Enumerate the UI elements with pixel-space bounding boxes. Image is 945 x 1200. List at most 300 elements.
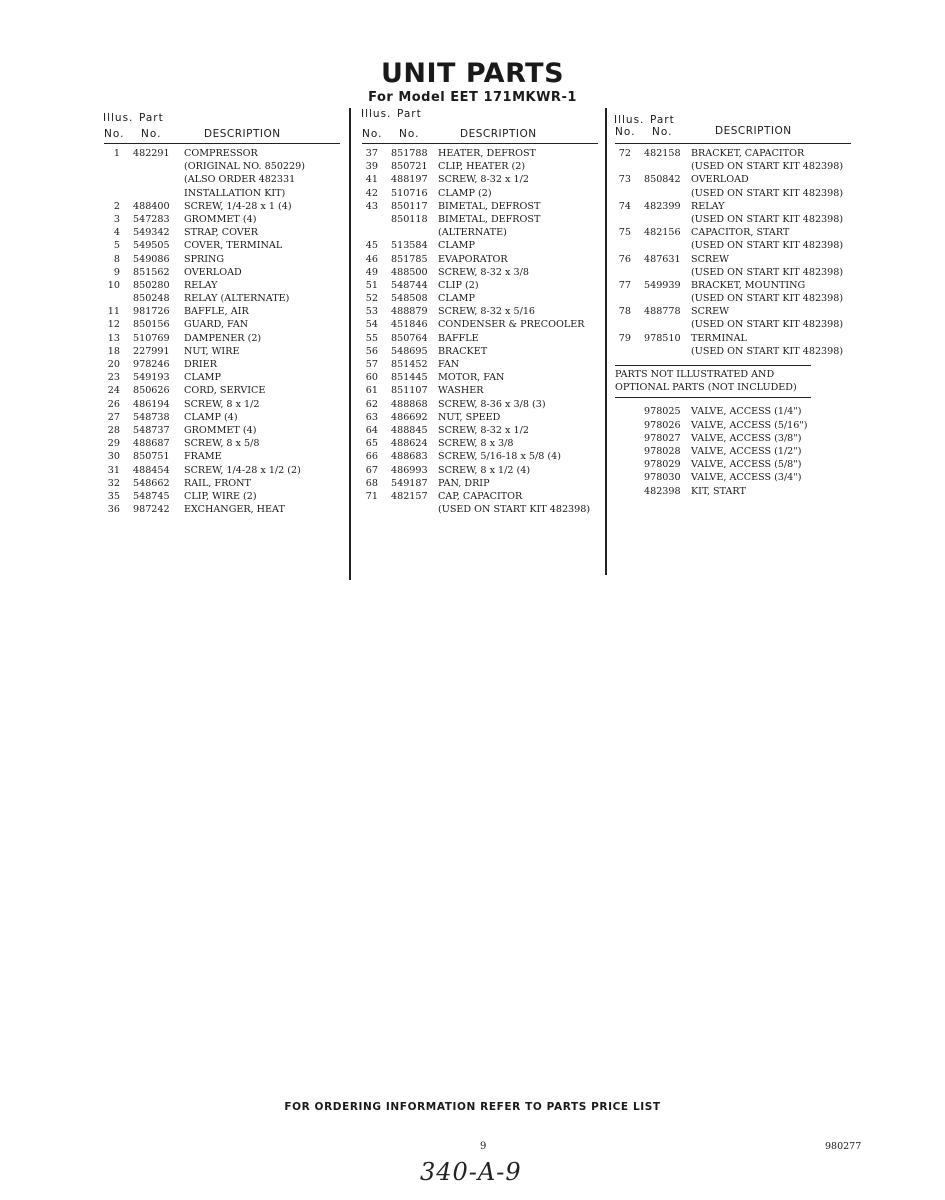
part-description: SCREW (691, 253, 730, 265)
part-description: SCREW, 1/4-28 x 1/2 (2) (184, 464, 301, 476)
illus-number: 56 (365, 345, 378, 357)
table-row (362, 174, 598, 187)
section-rule (615, 365, 811, 366)
table-row (104, 214, 340, 227)
table-row (615, 420, 851, 433)
table-row (362, 240, 598, 253)
table-row (362, 201, 598, 214)
table-row (104, 372, 340, 385)
part-number: 488687 (133, 438, 170, 450)
parts-column-2 (362, 108, 598, 517)
part-description: RELAY (691, 200, 725, 212)
table-row (104, 425, 340, 438)
table-row (615, 486, 851, 499)
part-number: 978510 (644, 332, 681, 344)
illus-number: 31 (107, 464, 120, 476)
part-number: 548745 (133, 490, 170, 502)
illus-number: 20 (107, 359, 120, 370)
illus-number: 39 (365, 161, 378, 173)
table-row (615, 201, 851, 214)
part-description: GROMMET (4) (184, 213, 257, 225)
document-number: 980277 (825, 1141, 862, 1152)
part-number: 549193 (133, 372, 170, 384)
header-rule (362, 143, 598, 144)
table-row (615, 214, 851, 227)
part-description: BAFFLE, AIR (184, 306, 249, 318)
part-description: SCREW, 8 x 1/2 (4) (438, 464, 531, 476)
part-number: 978025 (644, 406, 681, 418)
header-description: DESCRIPTION (715, 125, 792, 137)
header-illus: Illus. (361, 108, 392, 120)
part-number: 510716 (391, 187, 428, 199)
part-description: (ALTERNATE) (438, 227, 507, 239)
illus-number: 26 (107, 398, 120, 410)
part-number: 548508 (391, 293, 428, 305)
part-description: HEATER, DEFROST (438, 148, 536, 159)
part-description: (USED ON START KIT 482398) (691, 319, 844, 331)
part-description: CLAMP (438, 293, 475, 305)
header-part: Part (650, 114, 675, 126)
part-description: VALVE, ACCESS (5/8") (691, 459, 802, 471)
header-illus: Illus. (614, 114, 645, 126)
parts-list (362, 148, 598, 517)
part-description: CORD, SERVICE (184, 385, 266, 397)
table-row (104, 306, 340, 319)
table-row (615, 267, 851, 280)
part-number: 851788 (391, 148, 428, 159)
header-no: No. (141, 128, 162, 140)
part-description: DAMPENER (2) (184, 332, 262, 344)
table-row (104, 148, 340, 161)
part-number: 486194 (133, 398, 170, 410)
part-description: TERMINAL (691, 332, 747, 344)
part-number: 850118 (391, 213, 428, 225)
part-number: 488500 (391, 266, 428, 278)
part-number: 850721 (391, 161, 428, 173)
table-row (362, 267, 598, 280)
illus-number: 2 (113, 200, 120, 212)
part-number: 482156 (644, 227, 681, 239)
column-divider (349, 108, 351, 580)
part-description: PAN, DRIP (438, 477, 490, 489)
part-description: CLAMP (2) (438, 187, 492, 199)
table-row (362, 504, 598, 517)
part-description: VALVE, ACCESS (1/2") (691, 445, 802, 457)
part-number: 488778 (644, 306, 681, 318)
part-description: (USED ON START KIT 482398) (691, 213, 844, 225)
table-row (104, 333, 340, 346)
part-number: 549086 (133, 253, 170, 265)
table-row (362, 359, 598, 372)
part-number: 547283 (133, 213, 170, 225)
part-description: OVERLOAD (184, 266, 242, 278)
illus-number: 75 (618, 227, 631, 239)
illus-number: 37 (365, 148, 378, 159)
illus-number: 42 (365, 187, 378, 199)
table-row (362, 372, 598, 385)
part-description: VALVE, ACCESS (3/8") (691, 432, 802, 444)
model-subtitle: For Model EET 171MKWR-1 (368, 90, 577, 105)
table-row (615, 240, 851, 253)
part-number: 488197 (391, 174, 428, 186)
illus-number: 32 (107, 477, 120, 489)
header-rule (615, 143, 851, 144)
illus-number: 60 (365, 372, 378, 384)
table-row (362, 399, 598, 412)
part-description: CLIP (2) (438, 279, 479, 291)
table-row (615, 188, 851, 201)
part-number: 850842 (644, 174, 681, 186)
header-part: Part (397, 108, 422, 120)
header-no: No. (104, 128, 125, 140)
part-description: (USED ON START KIT 482398) (691, 161, 844, 173)
part-description: CLAMP (438, 240, 475, 252)
column-divider (605, 108, 607, 575)
part-number: 549187 (391, 477, 428, 489)
illus-number: 12 (107, 319, 120, 331)
part-number: 488879 (391, 306, 428, 318)
illus-number: 57 (365, 359, 378, 370)
part-description: (USED ON START KIT 482398) (691, 293, 844, 305)
part-description: BRACKET (438, 345, 488, 357)
part-description: NUT, SPEED (438, 411, 501, 423)
illus-number: 35 (107, 490, 120, 502)
part-description: CAPACITOR, START (691, 227, 790, 239)
part-number: 486692 (391, 411, 428, 423)
table-row (362, 161, 598, 174)
table-row (104, 491, 340, 504)
illus-number: 72 (618, 148, 631, 159)
illus-number: 46 (365, 253, 378, 265)
section-note: PARTS NOT ILLUSTRATED AND (615, 369, 775, 380)
part-number: 851452 (391, 359, 428, 370)
illus-number: 51 (365, 279, 378, 291)
part-number: 548744 (391, 279, 428, 291)
part-description: MOTOR, FAN (438, 372, 505, 384)
header-no: No. (615, 126, 636, 138)
table-row (362, 491, 598, 504)
part-description: (ALSO ORDER 482331 (184, 174, 296, 186)
table-row (362, 412, 598, 425)
part-description: (USED ON START KIT 482398) (691, 345, 844, 357)
parts-column-3 (615, 108, 851, 499)
table-row (362, 227, 598, 240)
part-number: 488845 (391, 424, 428, 436)
part-description: (USED ON START KIT 482398) (691, 240, 844, 252)
table-row (362, 478, 598, 491)
part-description: SCREW (691, 306, 730, 318)
section-note: OPTIONAL PARTS (NOT INCLUDED) (615, 382, 797, 394)
part-description: GROMMET (4) (184, 424, 257, 436)
part-number: 482398 (644, 485, 681, 497)
illus-number: 76 (618, 253, 631, 265)
table-row (362, 214, 598, 227)
header-description: DESCRIPTION (460, 128, 537, 140)
part-number: 850117 (391, 200, 428, 212)
illus-number: 13 (107, 332, 120, 344)
table-row (615, 333, 851, 346)
table-row (615, 161, 851, 174)
part-number: 851785 (391, 253, 428, 265)
table-row (362, 385, 598, 398)
table-row (362, 333, 598, 346)
part-number: 486993 (391, 464, 428, 476)
illus-number: 23 (107, 372, 120, 384)
part-number: 851107 (391, 385, 428, 397)
table-row (104, 438, 340, 451)
illus-number: 4 (113, 227, 120, 239)
part-description: (USED ON START KIT 482398) (691, 266, 844, 278)
part-description: SCREW, 8 x 1/2 (184, 398, 260, 410)
part-number: 548737 (133, 424, 170, 436)
table-row (615, 280, 851, 293)
illus-number: 66 (365, 451, 378, 463)
part-number: 488454 (133, 464, 170, 476)
part-description: OVERLOAD (691, 174, 749, 186)
part-description: BRACKET, MOUNTING (691, 279, 806, 291)
part-number: 978027 (644, 432, 681, 444)
header-no: No. (399, 128, 420, 140)
illus-number: 64 (365, 424, 378, 436)
part-number: 978030 (644, 472, 681, 484)
illus-number: 65 (365, 438, 378, 450)
part-description: (USED ON START KIT 482398) (438, 504, 591, 516)
part-description: SCREW, 8-32 x 3/8 (438, 266, 529, 278)
part-number: 851562 (133, 266, 170, 278)
part-description: SCREW, 8-32 x 1/2 (438, 174, 529, 186)
part-number: 987242 (133, 504, 170, 516)
optional-parts-list (615, 406, 851, 498)
part-number: 227991 (133, 345, 170, 357)
part-number: 978026 (644, 419, 681, 431)
header-illus: Illus. (103, 112, 134, 124)
part-description: GUARD, FAN (184, 319, 249, 331)
table-row (104, 319, 340, 332)
part-description: WASHER (438, 385, 484, 397)
table-row (362, 319, 598, 332)
table-row (104, 161, 340, 174)
parts-list (615, 148, 851, 359)
header-no: No. (362, 128, 383, 140)
illus-number: 11 (107, 306, 120, 318)
illus-number: 10 (107, 279, 120, 291)
header-description: DESCRIPTION (204, 128, 281, 140)
part-number: 513584 (391, 240, 428, 252)
part-number: 488868 (391, 398, 428, 410)
column-header (362, 108, 598, 144)
illus-number: 52 (365, 293, 378, 305)
part-description: FRAME (184, 451, 222, 463)
illus-number: 45 (365, 240, 378, 252)
part-number: 981726 (133, 306, 170, 318)
part-number: 850764 (391, 332, 428, 344)
part-number: 482399 (644, 200, 681, 212)
table-row (104, 359, 340, 372)
part-number: 548695 (391, 345, 428, 357)
header-no: No. (652, 126, 673, 138)
part-number: 548662 (133, 477, 170, 489)
table-row (615, 148, 851, 161)
part-number: 850156 (133, 319, 170, 331)
illus-number: 28 (107, 424, 120, 436)
table-row (104, 412, 340, 425)
table-row (104, 280, 340, 293)
part-description: BRACKET, CAPACITOR (691, 148, 805, 159)
part-description: VALVE, ACCESS (1/4") (691, 406, 802, 418)
table-row (104, 188, 340, 201)
illus-number: 55 (365, 332, 378, 344)
table-row (104, 504, 340, 517)
table-row (362, 188, 598, 201)
part-number: 488400 (133, 200, 170, 212)
table-row (615, 346, 851, 359)
illus-number: 68 (365, 477, 378, 489)
illus-number: 18 (107, 345, 120, 357)
part-number: 851445 (391, 372, 428, 384)
handwritten-note: 340-A-9 (420, 1158, 522, 1186)
illus-number: 73 (618, 174, 631, 186)
table-row (104, 346, 340, 359)
part-description: NUT, WIRE (184, 345, 240, 357)
part-description: FAN (438, 359, 460, 370)
table-row (104, 478, 340, 491)
section-rule (615, 397, 811, 398)
illus-number: 36 (107, 504, 120, 516)
parts-list (104, 148, 340, 517)
part-number: 850751 (133, 451, 170, 463)
table-row (362, 346, 598, 359)
part-number: 510769 (133, 332, 170, 344)
illus-number: 5 (113, 240, 120, 252)
part-number: 850626 (133, 385, 170, 397)
table-row (615, 433, 851, 446)
illus-number: 77 (618, 279, 631, 291)
part-description: COVER, TERMINAL (184, 240, 283, 252)
table-row (615, 293, 851, 306)
page-number: 9 (480, 1141, 487, 1152)
part-number: 549505 (133, 240, 170, 252)
table-row (362, 280, 598, 293)
part-number: 978028 (644, 445, 681, 457)
part-description: BAFFLE (438, 332, 479, 344)
part-description: STRAP, COVER (184, 227, 258, 239)
part-number: 482157 (391, 490, 428, 502)
table-row (104, 465, 340, 478)
part-description: BIMETAL, DEFROST (438, 213, 541, 225)
part-description: RELAY (184, 279, 218, 291)
part-description: BIMETAL, DEFROST (438, 200, 541, 212)
illus-number: 74 (618, 200, 631, 212)
table-row (362, 438, 598, 451)
illus-number: 71 (365, 490, 378, 502)
parts-column-1 (104, 108, 340, 517)
illus-number: 1 (113, 148, 120, 159)
part-number: 488624 (391, 438, 428, 450)
part-description: CLAMP (4) (184, 411, 238, 423)
table-row (362, 451, 598, 464)
illus-number: 29 (107, 438, 120, 450)
part-description: CONDENSER & PRECOOLER (438, 319, 585, 331)
illus-number: 3 (113, 213, 120, 225)
part-description: SCREW, 8-36 x 3/8 (3) (438, 398, 546, 410)
illus-number: 27 (107, 411, 120, 423)
illus-number: 61 (365, 385, 378, 397)
illus-number: 78 (618, 306, 631, 318)
part-number: 850280 (133, 279, 170, 291)
part-description: SCREW, 8-32 x 1/2 (438, 424, 529, 436)
illus-number: 49 (365, 266, 378, 278)
part-description: SCREW, 1/4-28 x 1 (4) (184, 200, 292, 212)
illus-number: 63 (365, 411, 378, 423)
illus-number: 24 (107, 385, 120, 397)
part-number: 482158 (644, 148, 681, 159)
part-description: INSTALLATION KIT) (184, 187, 286, 199)
part-description: COMPRESSOR (184, 148, 258, 159)
table-row (362, 465, 598, 478)
table-row (104, 293, 340, 306)
table-row (362, 306, 598, 319)
table-row (615, 472, 851, 485)
part-description: (ORIGINAL NO. 850229) (184, 161, 305, 173)
part-description: SCREW, 8 x 3/8 (438, 438, 514, 450)
table-row (615, 319, 851, 332)
part-number: 488683 (391, 451, 428, 463)
table-row (104, 385, 340, 398)
part-description: CAP, CAPACITOR (438, 490, 523, 502)
part-description: RELAY (ALTERNATE) (184, 293, 290, 305)
part-description: SCREW, 8 x 5/8 (184, 438, 260, 450)
table-row (615, 254, 851, 267)
table-row (615, 406, 851, 419)
table-row (104, 240, 340, 253)
table-row (104, 399, 340, 412)
table-row (104, 267, 340, 280)
part-number: 451846 (391, 319, 428, 331)
part-number: 978246 (133, 359, 170, 370)
table-row (362, 425, 598, 438)
illus-number: 9 (113, 266, 120, 278)
table-row (104, 451, 340, 464)
illus-number: 54 (365, 319, 378, 331)
illus-number: 62 (365, 398, 378, 410)
part-number: 548738 (133, 411, 170, 423)
illus-number: 53 (365, 306, 378, 318)
illus-number: 43 (365, 200, 378, 212)
illus-number: 79 (618, 332, 631, 344)
ordering-footer: FOR ORDERING INFORMATION REFER TO PARTS PRICE LIST (284, 1101, 661, 1113)
illus-number: 30 (107, 451, 120, 463)
part-description: CLIP, HEATER (2) (438, 161, 526, 173)
part-number: 487631 (644, 253, 681, 265)
part-description: SCREW, 5/16-18 x 5/8 (4) (438, 451, 562, 463)
part-description: DRIER (184, 359, 217, 370)
part-number: 978029 (644, 459, 681, 471)
table-row (615, 459, 851, 472)
table-row (615, 174, 851, 187)
table-row (104, 174, 340, 187)
part-description: CLIP, WIRE (2) (184, 490, 257, 502)
part-description: (USED ON START KIT 482398) (691, 187, 844, 199)
part-description: VALVE, ACCESS (5/16") (691, 419, 808, 431)
illus-number: 41 (365, 174, 378, 186)
part-description: CLAMP (184, 372, 221, 384)
part-number: 549342 (133, 227, 170, 239)
header-rule (104, 143, 340, 144)
table-row (615, 446, 851, 459)
table-row (104, 201, 340, 214)
part-description: EXCHANGER, HEAT (184, 504, 285, 516)
header-part: Part (139, 112, 164, 124)
